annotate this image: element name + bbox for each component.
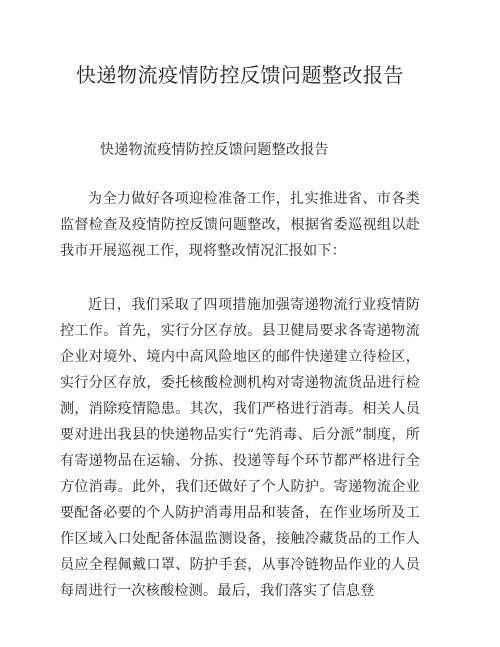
paragraph-measures: 近日，我们采取了四项措施加强寄递物流行业疫情防控工作。首先，实行分区存放。县卫健局要求各寄递物流企业对境外、境内中高风险地区的邮件快递建立待检区，实行分区存放，委托核酸检测机构对寄递物流货品进行检测，消除疫情隐患。其次，我们严格进行消毒。相关人员要对进出我县的快递物品实行“先消毒、后分派”制度，所有寄递物品在运输、分拣、投递等每个环节都严格进行全方位消毒。此外，我们还做好了个人防护。寄递物流企业要配备必要的个人防护消毒用品和装备，在作业场所及工作区域入口处配备体温监测设备，接触冷藏货品的工作人员应全程佩戴口罩、防护手套，从事冷链物品作业的人员每周进行一次核酸检测。最后，我们落实了信息登 xyxy=(60,297,420,599)
document-subtitle: 快递物流疫情防控反馈问题整改报告 xyxy=(100,142,329,158)
document-title: 快递物流疫情防控反馈问题整改报告 xyxy=(76,63,404,87)
paragraph-intro: 为全力做好各项迎检准备工作，扎实推进省、市各类监督检查及疫情防控反馈问题整改，根据省委巡视组以赴我市开展巡视工作，现将整改情况汇报如下： xyxy=(60,191,420,259)
